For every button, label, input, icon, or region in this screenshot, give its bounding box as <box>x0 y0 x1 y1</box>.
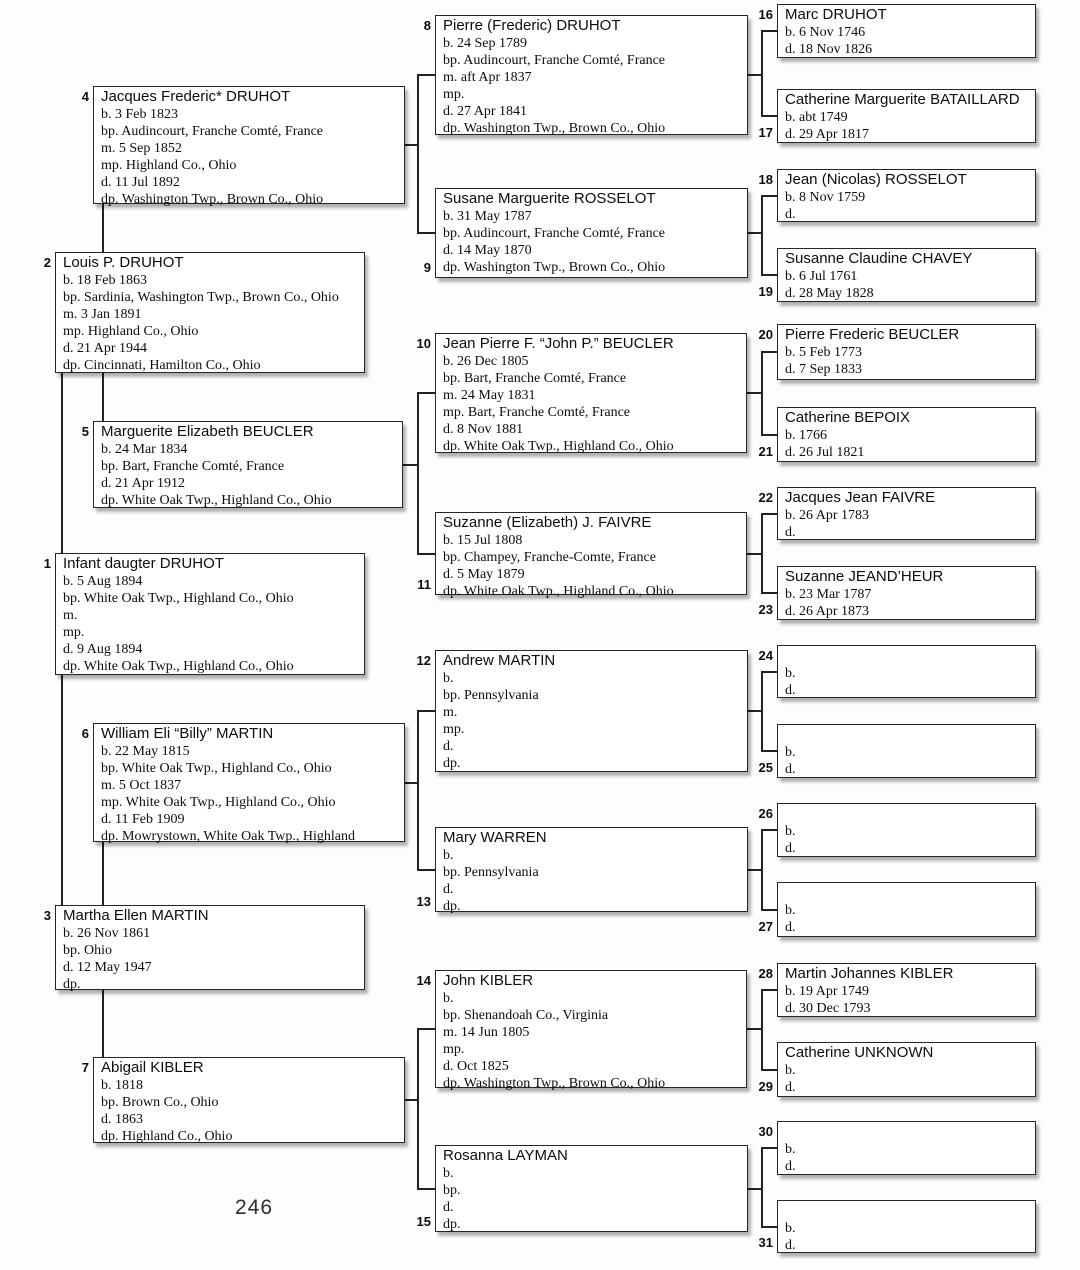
connector-line <box>417 869 436 871</box>
person-box-16 <box>777 4 1036 58</box>
person-detail: d. 11 Feb 1909 <box>101 812 185 827</box>
person-detail: b. 6 Jul 1761 <box>785 269 858 284</box>
person-box-4 <box>93 86 405 207</box>
person-number: 19 <box>758 284 773 299</box>
person-detail: d. 7 Sep 1833 <box>785 362 862 377</box>
person-name: Catherine Marguerite BATAILLARD <box>785 91 1020 108</box>
person-detail: m. <box>443 705 458 720</box>
person-detail: b. <box>785 1063 796 1078</box>
person-detail: m. 5 Sep 1852 <box>101 141 182 156</box>
person-name <box>785 1202 1031 1220</box>
person-detail: b. 1766 <box>785 428 827 443</box>
person-name <box>785 805 1031 823</box>
person-number: 14 <box>416 973 431 988</box>
person-number: 20 <box>758 327 773 342</box>
connector-line <box>761 351 763 436</box>
person-detail: b. 19 Apr 1749 <box>785 984 869 999</box>
person-detail: d. <box>785 841 796 856</box>
person-detail: b. 31 May 1787 <box>443 209 532 224</box>
connector-line <box>761 513 763 594</box>
person-detail: b. 1818 <box>101 1078 143 1093</box>
person-detail: m. 24 May 1831 <box>443 388 536 403</box>
connector-line <box>417 1188 436 1190</box>
person-number: 25 <box>758 760 773 775</box>
person-detail: d. <box>785 1238 796 1253</box>
person-number: 27 <box>758 919 773 934</box>
person-detail: dp. White Oak Twp., Highland Co., Ohio <box>443 439 674 454</box>
page-number: 246 <box>234 1196 274 1219</box>
person-detail: b. 3 Feb 1823 <box>101 107 178 122</box>
person-name: Pierre (Frederic) DRUHOT <box>443 17 621 34</box>
connector-line <box>761 513 778 515</box>
person-number: 17 <box>758 125 773 140</box>
person-number: 8 <box>423 18 431 33</box>
person-name: Catherine UNKNOWN <box>785 1044 934 1061</box>
person-name: Infant daugter DRUHOT <box>63 555 224 572</box>
person-name: Susanne Claudine CHAVEY <box>785 250 973 267</box>
person-detail: mp. <box>443 87 465 102</box>
person-detail: bp. White Oak Twp., Highland Co., Ohio <box>101 761 332 776</box>
person-name: John KIBLER <box>443 972 534 989</box>
person-number: 26 <box>758 806 773 821</box>
person-name <box>785 1123 1031 1141</box>
person-name: Andrew MARTIN <box>443 652 556 669</box>
person-number: 22 <box>758 490 773 505</box>
person-detail: dp. <box>63 977 81 992</box>
person-detail: dp. White Oak Twp., Highland Co., Ohio <box>101 493 332 508</box>
person-name <box>785 884 1031 902</box>
person-name: Jacques Frederic* DRUHOT <box>101 88 291 105</box>
person-name <box>785 726 1031 744</box>
connector-line <box>761 115 778 117</box>
person-box-12 <box>435 650 748 772</box>
person-detail: dp. White Oak Twp., Highland Co., Ohio <box>63 659 294 674</box>
person-box-21 <box>777 407 1036 462</box>
person-detail: dp. Washington Twp., Brown Co., Ohio <box>443 260 666 275</box>
person-number: 13 <box>416 894 431 909</box>
person-detail: bp. Shenandoah Co., Virginia <box>443 1008 609 1023</box>
person-number: 29 <box>758 1079 773 1094</box>
person-name: Martha Ellen MARTIN <box>63 907 209 924</box>
connector-line <box>417 710 419 871</box>
person-detail: b. <box>785 1221 796 1236</box>
person-number: 24 <box>758 648 773 663</box>
person-number: 3 <box>43 908 51 923</box>
person-detail: dp. White Oak Twp., Highland Co., Ohio <box>443 584 674 599</box>
connector-line <box>417 232 436 234</box>
connector-line <box>417 392 436 394</box>
person-detail: b. 26 Apr 1783 <box>785 508 869 523</box>
person-number: 15 <box>416 1214 431 1229</box>
connector-line <box>761 274 778 276</box>
person-detail: bp. White Oak Twp., Highland Co., Ohio <box>63 591 294 606</box>
connector-line <box>761 434 778 436</box>
person-box-11 <box>435 512 747 599</box>
connector-line <box>761 671 763 752</box>
person-detail: mp. White Oak Twp., Highland Co., Ohio <box>101 795 336 810</box>
person-detail: bp. Sardinia, Washington Twp., Brown Co., Ohio <box>63 290 339 305</box>
connector-line <box>761 909 778 911</box>
person-detail: d. 11 Jul 1892 <box>101 175 180 190</box>
person-name: Abigail KIBLER <box>101 1059 204 1076</box>
person-number: 16 <box>758 7 773 22</box>
person-detail: b. 18 Feb 1863 <box>63 273 147 288</box>
person-detail: d. <box>785 1080 796 1095</box>
person-number: 28 <box>758 966 773 981</box>
connector-line <box>761 829 763 911</box>
person-detail: d. 14 May 1870 <box>443 243 532 258</box>
person-number: 18 <box>758 172 773 187</box>
person-box-18 <box>777 169 1036 222</box>
person-box-30 <box>777 1121 1036 1175</box>
person-box-28 <box>777 963 1036 1017</box>
person-number: 30 <box>758 1124 773 1139</box>
person-name: Suzanne JEAND’HEUR <box>785 568 944 585</box>
connector-line <box>761 989 763 1071</box>
person-number: 11 <box>417 577 431 592</box>
connector-line <box>761 1147 763 1228</box>
person-detail: b. <box>785 824 796 839</box>
person-box-17 <box>777 89 1036 143</box>
person-detail: bp. Audincourt, Franche Comté, France <box>443 226 666 241</box>
connector-line <box>417 553 436 555</box>
person-detail: m. aft Apr 1837 <box>443 70 532 85</box>
person-detail: d. 26 Jul 1821 <box>785 445 865 460</box>
person-detail: dp. Washington Twp., Brown Co., Ohio <box>443 1076 666 1091</box>
person-name: Louis P. DRUHOT <box>63 254 184 271</box>
connector-line <box>761 829 778 831</box>
person-detail: b. 15 Jul 1808 <box>443 533 523 548</box>
person-detail: b. 24 Mar 1834 <box>101 442 188 457</box>
connector-line <box>417 74 419 234</box>
person-box-19 <box>777 248 1036 302</box>
person-detail: d. <box>785 920 796 935</box>
person-detail: d. 26 Apr 1873 <box>785 604 869 619</box>
person-detail: b. abt 1749 <box>785 110 848 125</box>
person-detail: d. 8 Nov 1881 <box>443 422 524 437</box>
connector-line <box>417 74 436 76</box>
person-detail: d. <box>785 762 796 777</box>
person-name: Mary WARREN <box>443 829 547 846</box>
person-detail: dp. <box>443 756 461 771</box>
person-detail: dp. Mowrystown, White Oak Twp., Highland <box>101 829 355 844</box>
connector-line <box>761 1226 778 1228</box>
connector-line <box>761 195 763 276</box>
person-number: 7 <box>81 1060 89 1075</box>
connector-line <box>761 1147 778 1149</box>
person-detail: m. <box>63 608 78 623</box>
connector-line <box>417 710 436 712</box>
person-box-24 <box>777 645 1036 698</box>
connector-line <box>761 1069 778 1071</box>
person-detail: bp. Bart, Franche Comté, France <box>443 371 627 386</box>
person-detail: dp. Washington Twp., Brown Co., Ohio <box>101 192 324 207</box>
person-box-20 <box>777 324 1036 380</box>
person-detail: d. <box>785 207 796 222</box>
person-name: Rosanna LAYMAN <box>443 1147 568 1164</box>
person-number: 31 <box>758 1235 773 1250</box>
person-detail: b. 22 May 1815 <box>101 744 190 759</box>
person-detail: mp. <box>443 722 465 737</box>
person-detail: d. 21 Apr 1944 <box>63 341 147 356</box>
person-name: Jean Pierre F. “John P.” BEUCLER <box>443 335 674 352</box>
person-detail: m. 3 Jan 1891 <box>63 307 142 322</box>
person-box-27 <box>777 882 1036 937</box>
person-detail: d. 27 Apr 1841 <box>443 104 527 119</box>
person-detail: d. 5 May 1879 <box>443 567 525 582</box>
person-detail: bp. <box>443 1183 461 1198</box>
person-detail: b. 26 Dec 1805 <box>443 354 529 369</box>
person-detail: mp. Highland Co., Ohio <box>101 158 237 173</box>
person-box-5 <box>93 421 403 508</box>
person-box-7 <box>93 1057 405 1143</box>
person-detail: d. <box>443 739 454 754</box>
person-box-2 <box>55 252 365 373</box>
person-box-15 <box>435 1145 748 1232</box>
person-detail: d. <box>443 1200 454 1215</box>
person-box-10 <box>435 333 747 453</box>
person-number: 12 <box>416 653 431 668</box>
person-number: 2 <box>43 255 51 270</box>
person-name: Martin Johannes KIBLER <box>785 965 954 982</box>
person-name: Jacques Jean FAIVRE <box>785 489 936 506</box>
connector-line <box>417 392 419 555</box>
connector-line <box>761 195 778 197</box>
person-detail: d. 28 May 1828 <box>785 286 874 301</box>
person-box-14 <box>435 970 747 1091</box>
person-name: Suzanne (Elizabeth) J. FAIVRE <box>443 514 652 531</box>
person-detail: bp. Audincourt, Franche Comté, France <box>443 53 666 68</box>
person-name: Catherine BEPOIX <box>785 409 911 426</box>
person-detail: d. Oct 1825 <box>443 1059 509 1074</box>
person-detail: b. 8 Nov 1759 <box>785 190 866 205</box>
person-detail: bp. Champey, Franche-Comte, France <box>443 550 656 565</box>
person-detail: d. <box>785 525 796 540</box>
connector-line <box>761 671 778 673</box>
person-box-26 <box>777 803 1036 857</box>
person-detail: d. 30 Dec 1793 <box>785 1001 871 1016</box>
person-detail: mp. Highland Co., Ohio <box>63 324 199 339</box>
person-detail: dp. <box>443 899 461 914</box>
person-box-6 <box>93 723 405 842</box>
person-detail: d. 9 Aug 1894 <box>63 642 143 657</box>
person-detail: m. 5 Oct 1837 <box>101 778 182 793</box>
person-detail: b. 5 Feb 1773 <box>785 345 862 360</box>
person-detail: b. 5 Aug 1894 <box>63 574 143 589</box>
person-box-3 <box>55 905 365 990</box>
person-name: Marc DRUHOT <box>785 6 887 23</box>
person-number: 21 <box>758 444 773 459</box>
person-detail: b. 26 Nov 1861 <box>63 926 151 941</box>
connector-line <box>761 592 778 594</box>
person-detail: bp. Brown Co., Ohio <box>101 1095 219 1110</box>
person-box-29 <box>777 1042 1036 1097</box>
connector-line <box>761 30 778 32</box>
person-detail: d. 18 Nov 1826 <box>785 42 873 57</box>
person-detail: dp. Washington Twp., Brown Co., Ohio <box>443 121 666 136</box>
connector-line <box>761 750 778 752</box>
person-detail: dp. <box>443 1217 461 1232</box>
person-number: 4 <box>81 89 89 104</box>
person-box-9 <box>435 188 748 278</box>
person-number: 10 <box>416 336 431 351</box>
person-detail: mp. <box>443 1042 465 1057</box>
person-detail: b. <box>443 671 454 686</box>
person-detail: d. <box>443 882 454 897</box>
person-detail: b. 23 Mar 1787 <box>785 587 872 602</box>
person-detail: bp. Ohio <box>63 943 112 958</box>
person-detail: bp. Pennsylvania <box>443 688 539 703</box>
person-detail: d. 12 May 1947 <box>63 960 152 975</box>
connector-line <box>761 30 763 117</box>
person-detail: b. 6 Nov 1746 <box>785 25 866 40</box>
person-detail: dp. Cincinnati, Hamilton Co., Ohio <box>63 358 261 373</box>
person-detail: mp. Bart, Franche Comté, France <box>443 405 631 420</box>
person-detail: b. <box>785 1142 796 1157</box>
person-number: 9 <box>423 260 431 275</box>
person-number: 6 <box>81 726 89 741</box>
person-name <box>785 647 1031 665</box>
person-name: Pierre Frederic BEUCLER <box>785 326 960 343</box>
person-box-25 <box>777 724 1036 778</box>
person-detail: b. 24 Sep 1789 <box>443 36 527 51</box>
connector-line <box>417 1028 436 1030</box>
person-detail: b. <box>785 903 796 918</box>
person-box-13 <box>435 827 748 912</box>
person-number: 1 <box>43 556 51 571</box>
person-detail: b. <box>785 745 796 760</box>
person-name: Susane Marguerite ROSSELOT <box>443 190 656 207</box>
person-detail: d. <box>785 1159 796 1174</box>
person-detail: d. 21 Apr 1912 <box>101 476 185 491</box>
person-detail: d. 1863 <box>101 1112 143 1127</box>
connector-line <box>417 1028 419 1190</box>
person-name: William Eli “Billy” MARTIN <box>101 725 274 742</box>
person-box-31 <box>777 1200 1036 1253</box>
person-box-23 <box>777 566 1036 620</box>
person-box-8 <box>435 15 748 135</box>
person-detail: d. <box>785 683 796 698</box>
person-detail: b. <box>785 666 796 681</box>
person-detail: b. <box>443 848 454 863</box>
person-box-1 <box>55 553 365 675</box>
person-detail: b. <box>443 991 454 1006</box>
person-detail: mp. <box>63 625 85 640</box>
person-box-22 <box>777 487 1036 540</box>
person-detail: dp. Highland Co., Ohio <box>101 1129 233 1144</box>
person-number: 23 <box>758 602 773 617</box>
person-detail: bp. Bart, Franche Comté, France <box>101 459 285 474</box>
person-detail: m. 14 Jun 1805 <box>443 1025 530 1040</box>
person-number: 5 <box>81 424 89 439</box>
person-detail: d. 29 Apr 1817 <box>785 127 869 142</box>
connector-line <box>761 351 778 353</box>
connector-line <box>761 989 778 991</box>
person-detail: bp. Audincourt, Franche Comté, France <box>101 124 324 139</box>
person-detail: bp. Pennsylvania <box>443 865 539 880</box>
person-name: Marguerite Elizabeth BEUCLER <box>101 423 314 440</box>
person-detail: b. <box>443 1166 454 1181</box>
person-name: Jean (Nicolas) ROSSELOT <box>785 171 967 188</box>
